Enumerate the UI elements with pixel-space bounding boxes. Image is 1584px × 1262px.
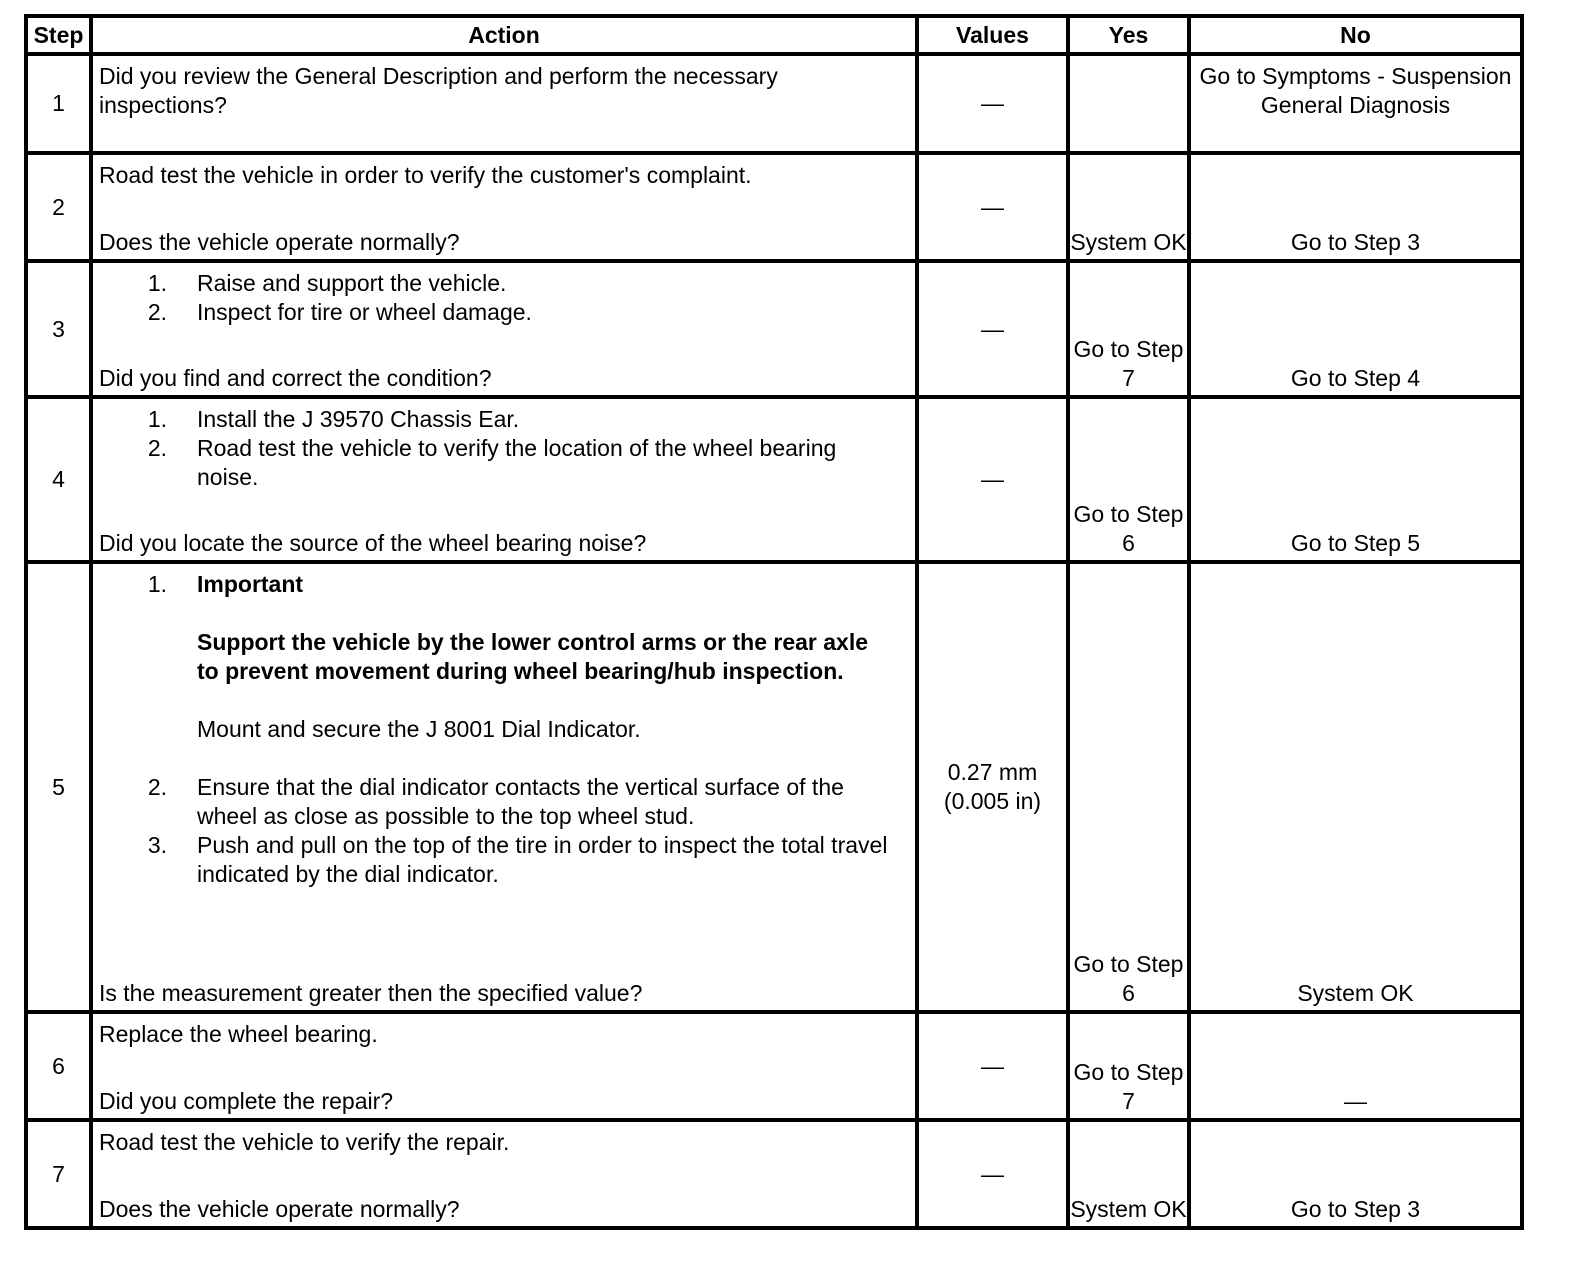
no-cell: — (1189, 1012, 1522, 1120)
no-cell: Go to Step 3 (1189, 1120, 1522, 1228)
table-row (26, 397, 1522, 562)
yes-cell: Go to Step 6 (1068, 397, 1189, 562)
no-cell: Go to Step 4 (1189, 261, 1522, 397)
table-row (26, 1120, 1522, 1228)
diagnostic-table (24, 14, 1524, 1230)
step-number: 3 (26, 261, 91, 397)
step-number: 7 (26, 1120, 91, 1228)
action-cell (91, 261, 917, 397)
important-label: Important (197, 571, 304, 597)
yes-cell: System OK (1068, 1120, 1189, 1228)
table-row (26, 153, 1522, 261)
yes-cell (1068, 54, 1189, 153)
action-list (99, 269, 895, 327)
action-question: Did you locate the source of the wheel bearing noise? (99, 530, 647, 556)
action-question: Did you complete the repair? (99, 1088, 394, 1114)
value-cell: — (917, 153, 1068, 261)
header-row (26, 16, 1522, 54)
table-row (26, 1012, 1522, 1120)
table-row (26, 261, 1522, 397)
action-cell (91, 1120, 917, 1228)
action-text: Road test the vehicle in order to verify the customer's complaint. (99, 162, 752, 188)
action-list (99, 405, 895, 492)
action-cell (91, 397, 917, 562)
step-header: Step (26, 16, 91, 54)
action-text: Replace the wheel bearing. (99, 1021, 378, 1047)
yes-cell: Go to Step 7 (1068, 1012, 1189, 1120)
action-question: Did you find and correct the condition? (99, 365, 492, 391)
action-cell (91, 562, 917, 1012)
no-cell: System OK (1189, 562, 1522, 1012)
no-cell: Go to Symptoms - Suspension General Diagnosis (1189, 54, 1522, 153)
table-row (26, 562, 1522, 1012)
step-number: 6 (26, 1012, 91, 1120)
action-cell (91, 153, 917, 261)
step-number: 4 (26, 397, 91, 562)
action-question: Is the measurement greater then the specified value? (99, 980, 643, 1006)
step-number: 2 (26, 153, 91, 261)
yes-cell: System OK (1068, 153, 1189, 261)
value-cell: — (917, 397, 1068, 562)
list-item: 1. Important Support the vehicle by the lower control arms or the rear axle to prevent movement during wheel bearing/hub inspection. Mount and secure the J 8001 Dial Indicator. (99, 570, 895, 773)
action-question: Does the vehicle operate normally? (99, 1196, 460, 1222)
action-text: Did you review the General Description and perform the necessary inspections? (99, 63, 778, 118)
yes-cell: Go to Step 7 (1068, 261, 1189, 397)
no-cell: Go to Step 3 (1189, 153, 1522, 261)
action-cell (91, 54, 917, 153)
action-list (99, 570, 895, 889)
list-item: 2. Ensure that the dial indicator contacts the vertical surface of the wheel as close as possible to the top wheel stud. (147, 774, 844, 829)
measurement-value: 0.27 mm (0.005 in) (943, 759, 1042, 814)
list-item: 2. Road test the vehicle to verify the location of the wheel bearing noise. (147, 435, 837, 490)
action-text: Road test the vehicle to verify the repair. (99, 1129, 510, 1155)
table-row (26, 54, 1522, 153)
yes-header: Yes (1068, 16, 1189, 54)
list-item: 1. Raise and support the vehicle. (147, 270, 507, 296)
value-cell: — (917, 54, 1068, 153)
list-item: 2. Inspect for tire or wheel damage. (147, 299, 532, 325)
important-note: Support the vehicle by the lower control arms or the rear axle to prevent movement during wheel bearing/hub inspection. (197, 629, 869, 684)
list-item: 3. Push and pull on the top of the tire in order to inspect the total travel indicated by the dial indicator. (147, 832, 888, 887)
no-header: No (1189, 16, 1522, 54)
no-cell: Go to Step 5 (1189, 397, 1522, 562)
action-header: Action (91, 16, 917, 54)
value-cell: — (917, 1120, 1068, 1228)
action-question: Does the vehicle operate normally? (99, 229, 460, 255)
value-cell: — (917, 1012, 1068, 1120)
values-header: Values (917, 16, 1068, 54)
step-number: 5 (26, 562, 91, 1012)
value-cell (917, 562, 1068, 1012)
mount-instruction: Mount and secure the J 8001 Dial Indicator. (197, 716, 641, 742)
list-item: 1. Install the J 39570 Chassis Ear. (147, 406, 520, 432)
yes-cell: Go to Step 6 (1068, 562, 1189, 1012)
action-cell (91, 1012, 917, 1120)
value-cell: — (917, 261, 1068, 397)
step-number: 1 (26, 54, 91, 153)
